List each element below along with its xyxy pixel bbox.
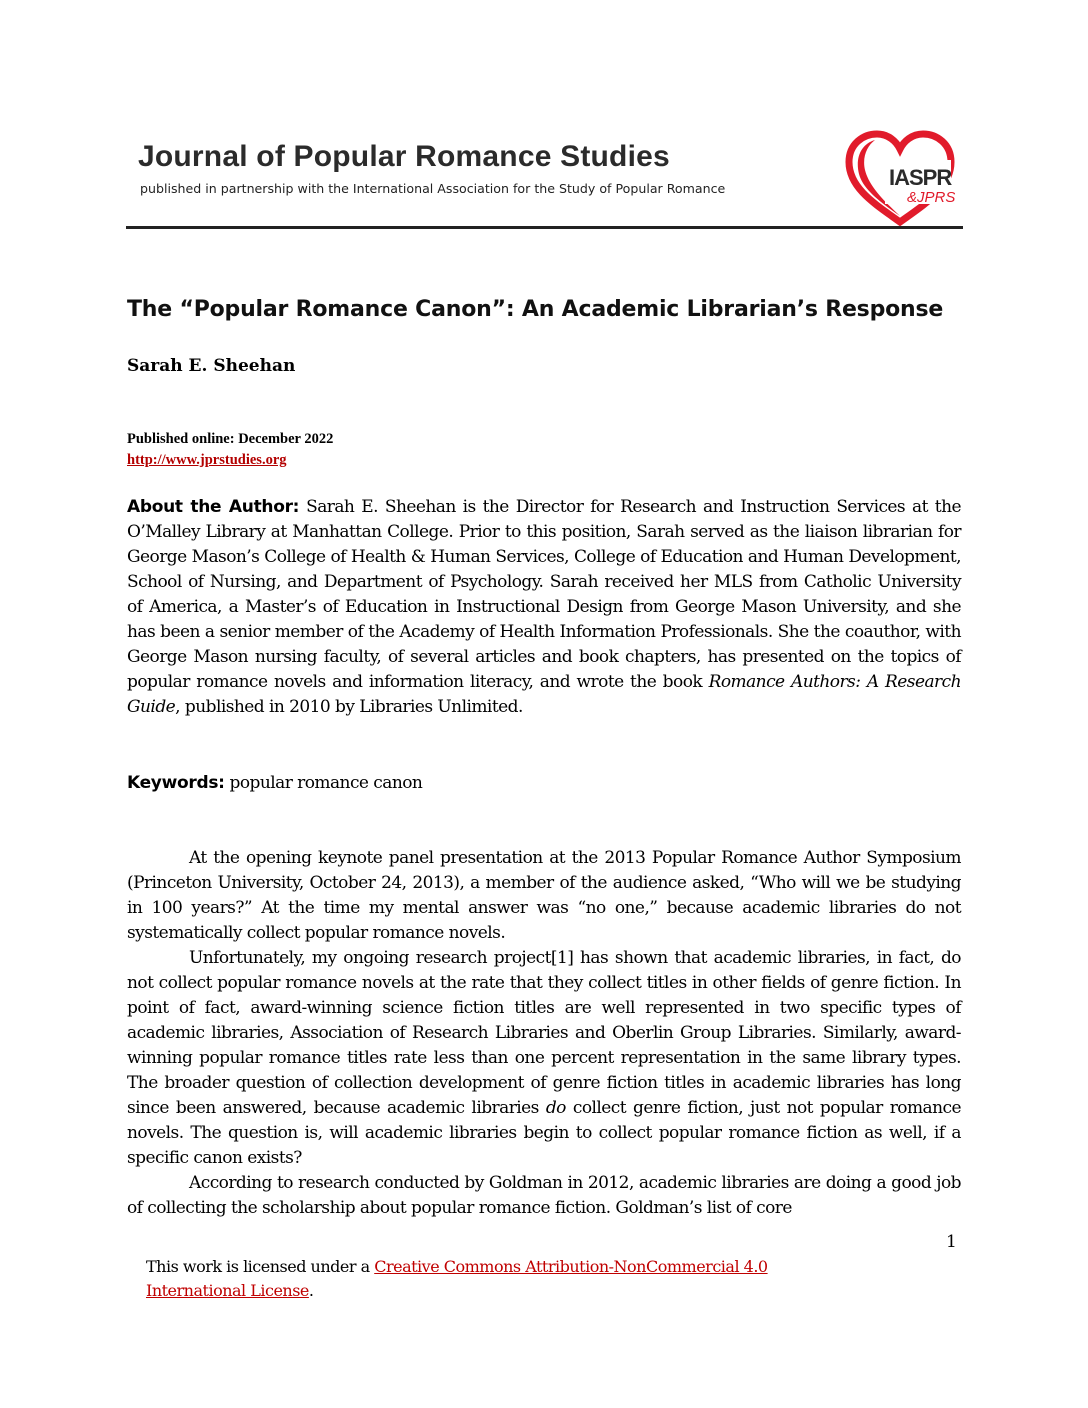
keywords-text: popular romance canon — [224, 773, 423, 793]
para2-text-1: Unfortunately, my ongoing research project[1] has shown that academic libraries, in fact, do not collect popular romance novels at the rate that they collect titles in other fields of genre fiction. In point of fact, award-winning science fiction titles are well represented in two specific types of academic libraries, Association of Research Libraries and Oberlin Group Libraries. Similarly, award-winning popular romance titles rate less than one percent representation in the same library types. The broader question of collection development of genre fiction titles in academic libraries has long since been answered, because academic libraries — [127, 948, 961, 1118]
journal-title: Journal of Popular Romance Studies — [138, 140, 670, 173]
body-paragraph-1: At the opening keynote panel presentation at the 2013 Popular Romance Author Symposium (Princeton University, October 24, 2013), a member of the audience asked, “Who will we be studying in 100 years?” At the time my mental answer was “no one,” because academic libraries do not systematically collect popular romance novels. — [127, 848, 961, 943]
license-notice — [146, 1255, 866, 1303]
body-paragraph-3: According to research conducted by Goldman in 2012, academic libraries are doing a good job of collecting the scholarship about popular romance fiction. Goldman’s list of core — [127, 1173, 961, 1218]
page-number: 1 — [946, 1232, 957, 1252]
author-name: Sarah E. Sheehan — [127, 356, 296, 376]
about-text-1: Sarah E. Sheehan is the Director for Research and Instruction Services at the O’Malley Library at Manhattan College. Prior to this position, Sarah served as the liaison librarian for George Mason’s College of Health & Human Services, College of Education and Human Development, School of Nursing, and Department of Psychology. Sarah received her MLS from Catholic University of America, a Master’s of Education in Instructional Design from George Mason University, and she has been a senior member of the Academy of Health Information Professionals. She the coauthor, with George Mason nursing faculty, of several articles and book chapters, has presented on the topics of popular romance novels and information literacy, and wrote the book — [127, 497, 961, 692]
journal-url-link[interactable]: http://www.jprstudies.org — [127, 452, 287, 468]
license-suffix: . — [308, 1281, 314, 1300]
about-text-2: , published in 2010 by Libraries Unlimited. — [175, 697, 523, 717]
logo-text-iaspr: IASPR — [889, 165, 952, 190]
license-prefix: This work is licensed under a — [146, 1257, 375, 1276]
para2-emphasis: do — [545, 1098, 566, 1118]
body-paragraph-2 — [127, 946, 961, 1171]
logo-text-jprs: &JPRS — [907, 189, 955, 206]
book-title: Romance Authors: A Research Guide — [127, 672, 961, 717]
header-divider — [126, 226, 963, 229]
keywords — [127, 771, 961, 796]
about-the-author — [127, 495, 961, 720]
keywords-label: Keywords: — [127, 773, 225, 793]
article-title: The “Popular Romance Canon”: An Academic Librarian’s Response — [127, 297, 944, 322]
iaspr-jprs-logo — [845, 130, 955, 226]
para2-text-2: collect genre fiction, just not popular romance novels. The question is, will academic libraries begin to collect popular romance fiction as well, if a specific canon exists? — [127, 1098, 961, 1168]
article-body — [127, 846, 961, 1221]
about-label: About the Author: — [127, 497, 300, 517]
journal-header — [138, 140, 968, 240]
publication-date: Published online: December 2022 — [127, 431, 334, 447]
journal-subtitle: published in partnership with the International Association for the Study of Popular Romance — [140, 181, 726, 196]
license-link[interactable]: Creative Commons Attribution-NonCommercial 4.0 International License — [146, 1257, 768, 1300]
